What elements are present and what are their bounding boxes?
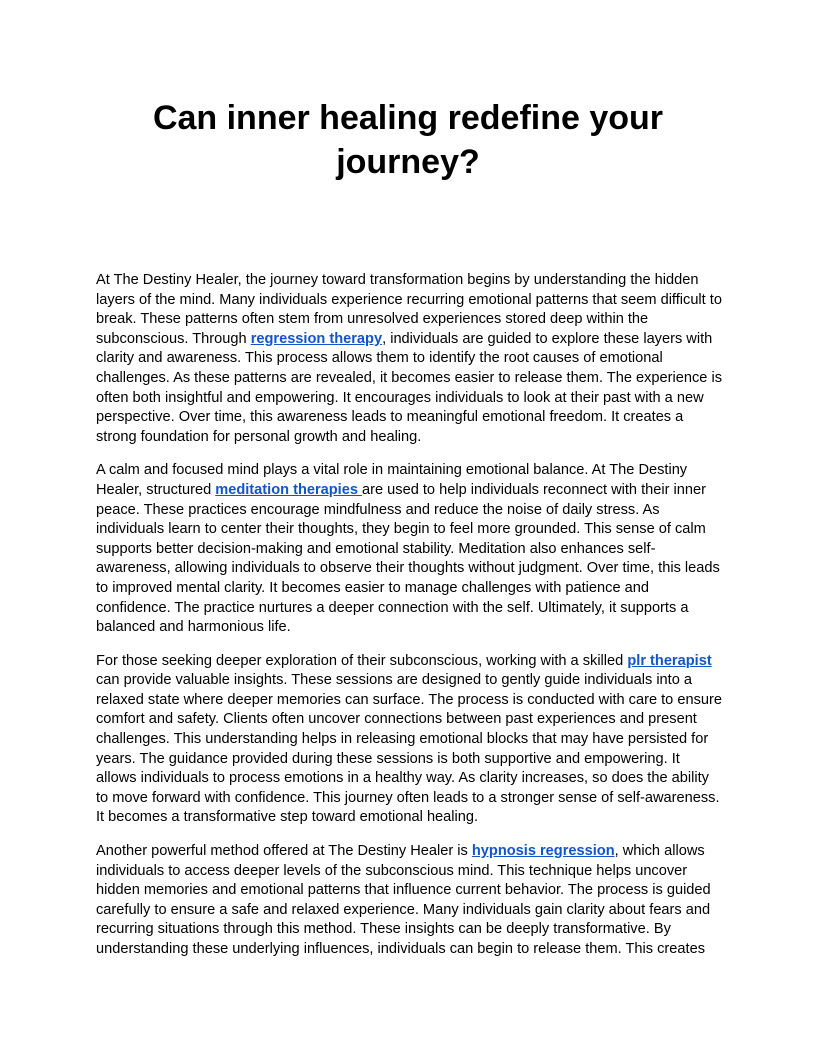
paragraph-text: A calm and focused mind plays a vital role in maintaining emotional balance. At The Destiny Healer, structured: [96, 462, 688, 498]
paragraph-text: are used to help individuals reconnect with their inner peace. These practices encourage mindfulness and reduce the noise of daily stress. As individuals learn to center their thoughts, they begin to feel more grounded. This sense of calm supports better decision-making and emotional stability. Meditation also enhances self-awareness, allowing individuals to observe their thoughts without judgment. Over time, this leads to improved mental clarity. It becomes easier to manage challenges with patience and confidence. The practice nurtures a deeper connection with the self. Ultimately, it supports a balanced and harmonious life.: [96, 481, 720, 636]
paragraph-text: At The Destiny Healer, the journey toward transformation begins by understanding the hidden layers of the mind. Many individuals experience recurring emotional patterns that seem difficult to break. These patterns often stem from unresolved experiences stored deep within the subconscious. Through: [96, 272, 722, 347]
page-title: Can inner healing redefine your journey?: [152, 99, 664, 181]
paragraph-text: For those seeking deeper exploration of their subconscious, working with a skilled: [96, 652, 628, 669]
meditation-therapies-link[interactable]: meditation therapies: [215, 481, 363, 498]
hypnosis-regression-link[interactable]: hypnosis regression: [471, 843, 615, 860]
paragraph-plr-therapist: [96, 652, 722, 828]
paragraph-text: can provide valuable insights. These sessions are designed to gently guide individuals into a relaxed state where deeper memories can surface. The process is conducted with care to ensure comfort and safety. Clients often uncover connections between past experiences and present challenges. This understanding helps in releasing emotional blocks that may have persisted for years. The guidance provided during these sessions is both supportive and empowering. It allows individuals to process emotions in a healthy way. As clarity increases, so does the ability to move forward with confidence. This journey often leads to a stronger sense of self-awareness. It becomes a transformative step toward emotional healing.: [96, 672, 722, 826]
paragraph-meditation-therapies: [96, 461, 722, 637]
paragraph-text: , which allows individuals to access deeper levels of the subconscious mind. This technique helps uncover hidden memories and emotional patterns that influence current behavior. The process is guided carefully to ensure a safe and relaxed experience. Many individuals gain clarity about fears and recurring situations through this method. These insights can be deeply transformative. By understanding these underlying influences, individuals can begin to release them. This creates: [96, 843, 711, 957]
paragraph-regression-therapy: [96, 271, 722, 447]
regression-therapy-link[interactable]: regression therapy: [250, 330, 383, 347]
plr-therapist-link[interactable]: plr therapist: [627, 652, 712, 669]
document-body: [96, 271, 722, 974]
paragraph-hypnosis-regression: [96, 842, 722, 960]
paragraph-text: , individuals are guided to explore these layers with clarity and awareness. This process allows them to identify the root causes of emotional challenges. As these patterns are revealed, it becomes easier to release them. The experience is often both insightful and empowering. It encourages individuals to look at their past with a new perspective. Over time, this awareness leads to meaningful emotional freedom. It creates a strong foundation for personal growth and healing.: [96, 330, 722, 445]
paragraph-text: Another powerful method offered at The Destiny Healer is: [96, 843, 472, 860]
